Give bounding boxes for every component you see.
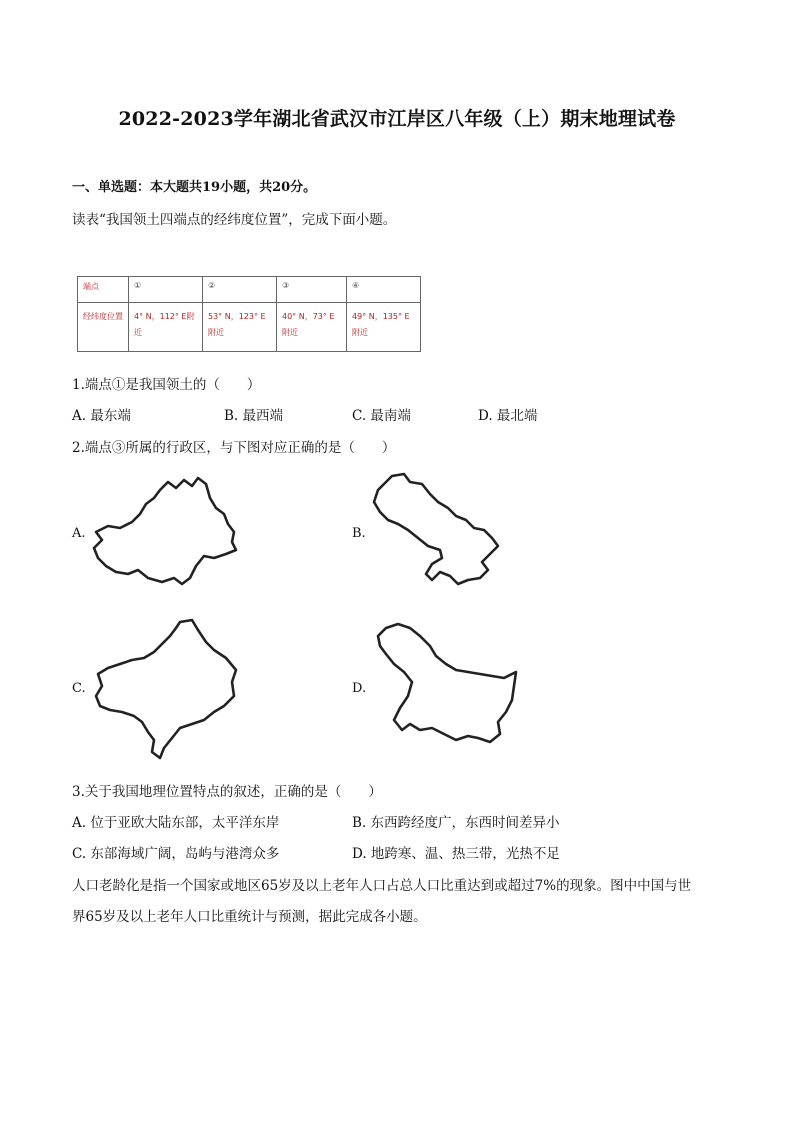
section-header: 一、单选题：本大题共19小题，共20分。: [72, 180, 317, 195]
q2-label-d[interactable]: D.: [352, 681, 367, 696]
q3-option-c[interactable]: C. 东部海域广阔，岛屿与港湾众多: [72, 846, 280, 862]
map-option-c[interactable]: [92, 616, 242, 764]
q2-label-c[interactable]: C.: [72, 681, 86, 696]
map-outline-a: [94, 478, 236, 584]
intro-text: 读表“我国领土四端点的经纬度位置”，完成下面小题。: [72, 212, 397, 228]
table-header-cell: ①: [129, 277, 203, 303]
q3-option-b[interactable]: B. 东西跨经度广，东西时间差异小: [352, 815, 560, 831]
table-row-label: 经纬度位置: [78, 303, 129, 352]
map-option-d[interactable]: [372, 620, 520, 760]
q2-stem: 2.端点③所属的行政区，与下图对应正确的是（ ）: [72, 440, 396, 456]
page-title: 2022-2023学年湖北省武汉市江岸区八年级（上）期末地理试卷: [118, 108, 676, 130]
q3-stem: 3.关于我国地理位置特点的叙述，正确的是（ ）: [72, 784, 382, 800]
q1-option-b[interactable]: B. 最西端: [224, 408, 284, 424]
table-cell: 49° N，135° E附近: [347, 303, 421, 352]
passage-line-2: 界65岁及以上老年人口比重统计与预测，据此完成各小题。: [72, 909, 427, 925]
passage-line-1: 人口老龄化是指一个国家或地区65岁及以上老年人口占总人口比重达到或超过7%的现象。图中中国与世: [72, 878, 692, 894]
map-option-b[interactable]: [370, 472, 520, 592]
table-header-cell: ③: [277, 277, 347, 303]
table-cell: 4° N，112° E附近: [129, 303, 203, 352]
q2-label-a[interactable]: A.: [72, 526, 86, 541]
map-option-a[interactable]: [90, 474, 240, 590]
q2-label-b[interactable]: B.: [352, 526, 366, 541]
table-header-cell: 端点: [78, 277, 129, 303]
q3-option-a[interactable]: A. 位于亚欧大陆东部，太平洋东岸: [72, 815, 280, 831]
table-header-cell: ②: [203, 277, 277, 303]
q1-stem: 1.端点①是我国领土的（ ）: [72, 377, 261, 393]
q3-option-d[interactable]: D. 地跨寒、温、热三带，光热不足: [352, 846, 560, 862]
map-outline-b: [374, 474, 498, 584]
table-cell: 53° N，123° E附近: [203, 303, 277, 352]
q1-option-d[interactable]: D. 最北端: [478, 408, 538, 424]
q1-option-c[interactable]: C. 最南端: [352, 408, 411, 424]
table-cell: 40° N，73° E附近: [277, 303, 347, 352]
map-outline-c: [96, 620, 236, 758]
map-outline-d: [378, 624, 516, 742]
q1-option-a[interactable]: A. 最东端: [72, 408, 131, 424]
table-header-cell: ④: [347, 277, 421, 303]
endpoints-table: [77, 276, 421, 352]
